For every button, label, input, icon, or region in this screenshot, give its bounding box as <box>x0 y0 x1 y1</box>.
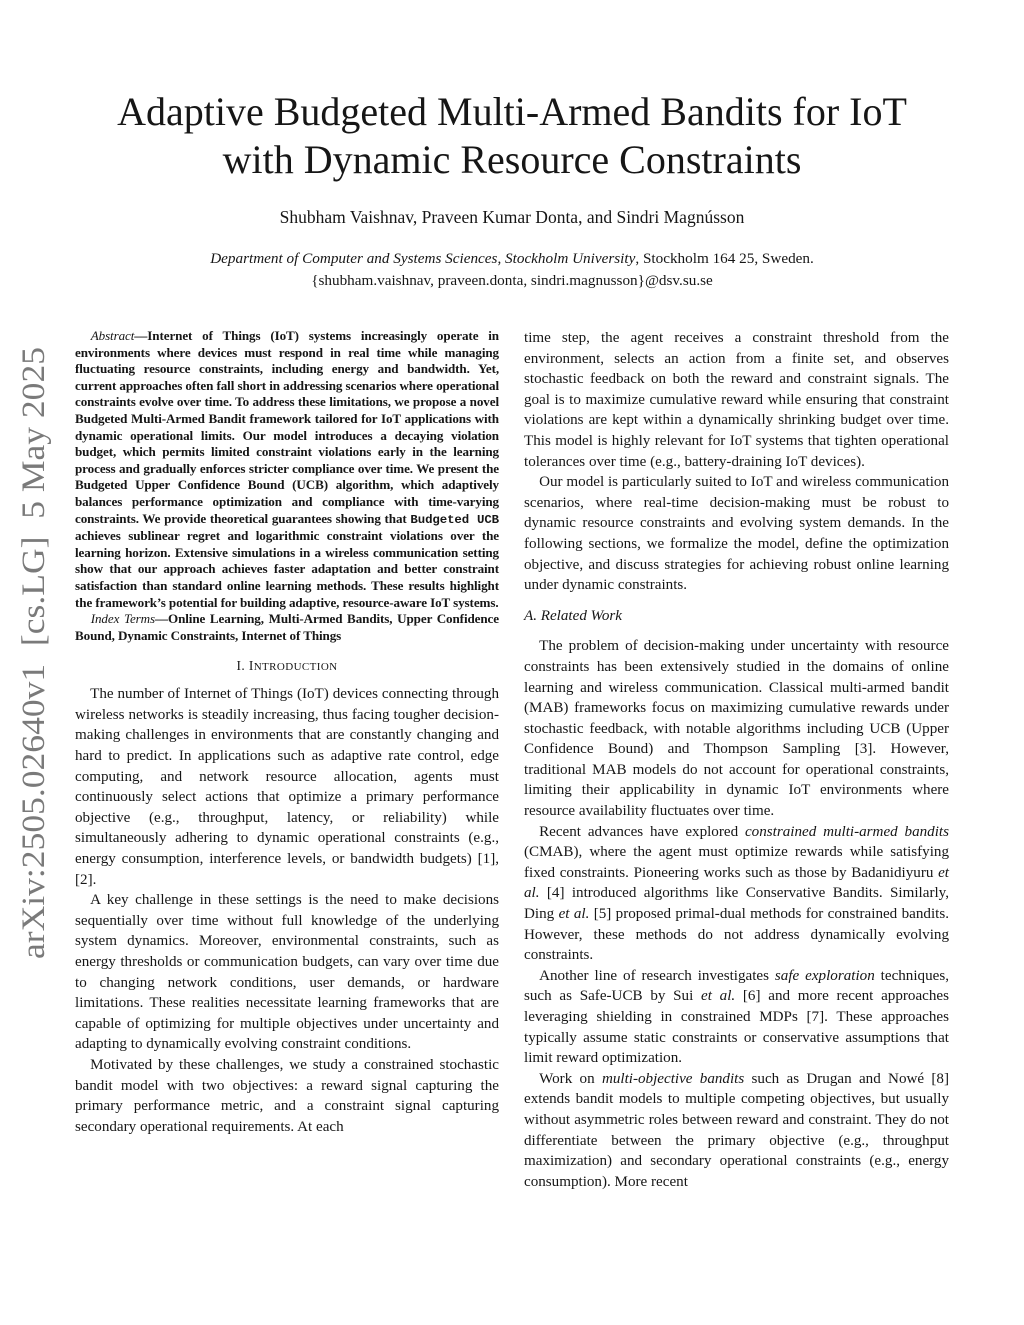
paper-title-line-2: with Dynamic Resource Constraints <box>222 137 802 182</box>
abstract-algorithm-name: Budgeted UCB <box>410 512 499 527</box>
related-p3-emphasis: safe exploration <box>774 967 875 984</box>
related-p2-emphasis: constrained multi-armed bandits <box>744 823 949 840</box>
related-paragraph-2 <box>524 822 949 966</box>
related-p3-text-b: techniques, such as Safe-UCB by Sui <box>524 967 949 1005</box>
related-paragraph-1: The problem of decision-making under uncertainty with resource constraints has been extensively studied in the domains of online learning and wireless communication. Classical multi-armed bandit (MAB) frameworks focus on maximizing cumulative rewards under stochastic feedback, with notable algorithms including UCB (Upper Confidence Bound) and Thompson Sampling [3]. However, traditional MAB models do not account for operational constraints, limiting their applicability in dynamic IoT environments where resource availability fluctuates over time. <box>524 638 949 820</box>
department-name: Department of Computer and Systems Sciences <box>210 250 498 267</box>
section-heading-initial: I <box>248 658 254 674</box>
related-p3-etal: et al. <box>701 988 736 1005</box>
related-p4-text-b: such as Drugan and Nowé [8] extends bandit models to multiple competing objectives, but usually without asymmetric roles between reward and constraint. They do not differentiate between the primary objective (e.g., throughput maximization) and secondary operational constraints (e.g., energy consumption). More recent <box>524 1070 949 1190</box>
affiliation-separator: , <box>497 250 506 267</box>
related-p2-text-d: [5] proposed primal-dual methods for constrained bandits. However, these methods do not address dynamically evolving constraints. <box>524 906 949 964</box>
related-p2-text-a: Recent advances have explored <box>539 823 745 840</box>
intro-paragraph-3-continued: time step, the agent receives a constraint threshold from the environment, selects an action from a finite set, and observes stochastic feedback on both the reward and constraint signals. The goal is to maximize cumulative reward while ensuring that constraint violations are kept within a dynamically shrinking budget over time. This model is highly relevant for IoT systems that tighten operational tolerances over time (e.g., battery-draining IoT devices). <box>524 330 949 470</box>
affiliation-block <box>60 248 964 292</box>
arxiv-identifier: arXiv:2505.02640v1 [cs.LG] 5 May 2025 <box>16 390 52 959</box>
related-p2-text-b: (CMAB), where the agent must optimize rewards while satisfying fixed constraints. Pioneering works such as those by Badanidiyuru <box>524 844 949 881</box>
intro-paragraph-1: The number of Internet of Things (IoT) devices connecting through wireless networks is steadily increasing, thus facing tougher decision-making challenges in environments that are constantly changing and hard to predict. In applications such as adaptive rate control, edge computing, and network resource allocation, agents must continuously select actions that optimize a primary performance objective (e.g., throughput, latency, or reliability) while simultaneously adhering to dynamic operational constraints (e.g., energy consumption, interference levels, or bandwidth budgets) [1], [2]. <box>75 686 499 888</box>
abstract-text-part-1: Internet of Things (IoT) systems increasingly operate in environments where devices must respond in real time while managing fluctuating resource constraints, including energy and bandwidth. Yet, current approaches often fall short in addressing scenarios where operational constraints evolve over time. To address these limitations, we propose a novel Budgeted Multi-Armed Bandit framework tailored for IoT applications with dynamic operational limits. Our model introduces a decaying violation budget, which permits limited constraint violations early in the learning process and gradually enforces stricter compliance over time. We present the Budgeted Upper Confidence Bound (UCB) algorithm, which adaptively balances performance optimization and compliance with time-varying constraints. We provide theoretical guarantees showing that <box>75 328 499 526</box>
section-heading-rest: NTRODUCTION <box>253 661 338 674</box>
author-emails: {shubham.vaishnav, praveen.donta, sindri.magnusson}@dsv.su.se <box>311 272 713 289</box>
related-p2-etal-1: et al. <box>524 864 949 902</box>
index-terms-label: Index Terms <box>90 611 155 627</box>
related-p3-text-c: [6] and more recent approaches leveraging shielding in constrained MDPs [7]. These approaches typically assume static constraints or conservative assumptions that limit reward optimization. <box>524 988 949 1067</box>
arxiv-stamp-svg <box>4 343 54 959</box>
index-terms <box>75 611 499 644</box>
abstract-dash: — <box>134 328 148 343</box>
section-numeral: I. <box>236 658 249 674</box>
author-list: Shubham Vaishnav, Praveen Kumar Donta, and Sindri Magnússon <box>279 207 745 227</box>
related-p2-text-c: [4] introduced algorithms like Conservative Bandits. Similarly, Ding <box>524 885 949 923</box>
section-heading-introduction <box>75 658 499 674</box>
paper-title-line-1: Adaptive Budgeted Multi-Armed Bandits for IoT <box>117 89 907 134</box>
abstract-text-part-2: achieves sublinear regret and logarithmic constraint violations over the learning horizon. Extensive simulations in a wireless communication setting show that our approach achieves faster adaptation and better constraint satisfaction than standard online learning methods. These results highlight the framework’s potential for building adaptive, resource-aware IoT systems. <box>75 528 499 610</box>
index-terms-dash: — <box>155 611 168 627</box>
related-paragraph-3 <box>524 966 949 1069</box>
related-paragraph-4 <box>524 1069 949 1193</box>
intro-paragraph-4: Our model is particularly suited to IoT and wireless communication scenarios, where real-time decision-making must be robust to dynamic resource constraints and evolving system demands. In the following sections, we formalize the model, define the optimization objective, and discuss strategies for achieving robust online learning under dynamic constraints. <box>524 474 949 594</box>
right-column <box>524 328 949 1192</box>
left-column <box>75 328 499 1137</box>
intro-paragraph-2: A key challenge in these settings is the need to make decisions sequentially over time without full knowledge of the underlying system dynamics. Moreover, environmental constraints, such as energy thresholds or communication budgets, can vary over time due to changing network conditions, user demands, or hardware limitations. These realities necessitate learning frameworks that are capable of optimizing for multiple objectives under uncertainty and adapting to dynamically evolving constraint conditions. <box>75 892 499 1053</box>
related-p4-text-a: Work on <box>539 1070 602 1087</box>
index-terms-text: Online Learning, Multi-Armed Bandits, Upper Confidence Bound, Dynamic Constraints, Internet of Things <box>75 611 499 643</box>
related-p3-text-a: Another line of research investigates <box>539 967 775 984</box>
abstract-label: Abstract <box>90 328 135 343</box>
affiliation-location: , Stockholm 164 25, Sweden. <box>635 250 814 267</box>
affiliation-line <box>60 248 964 270</box>
intro-paragraph-3: Motivated by these challenges, we study a constrained stochastic bandit model with two objectives: a reward signal capturing the primary performance metric, and a constraint signal capturing secondary operational requirements. At each <box>75 1056 499 1135</box>
related-p4-emphasis: multi-objective bandits <box>601 1070 745 1087</box>
related-p2-etal-2: et al. <box>558 906 590 923</box>
university-name: Stockholm University <box>505 250 636 267</box>
arxiv-sidebar-stamp <box>4 343 54 959</box>
abstract <box>75 328 499 611</box>
paper-title <box>60 88 964 184</box>
subsection-heading-related-work: A. Related Work <box>524 607 622 624</box>
